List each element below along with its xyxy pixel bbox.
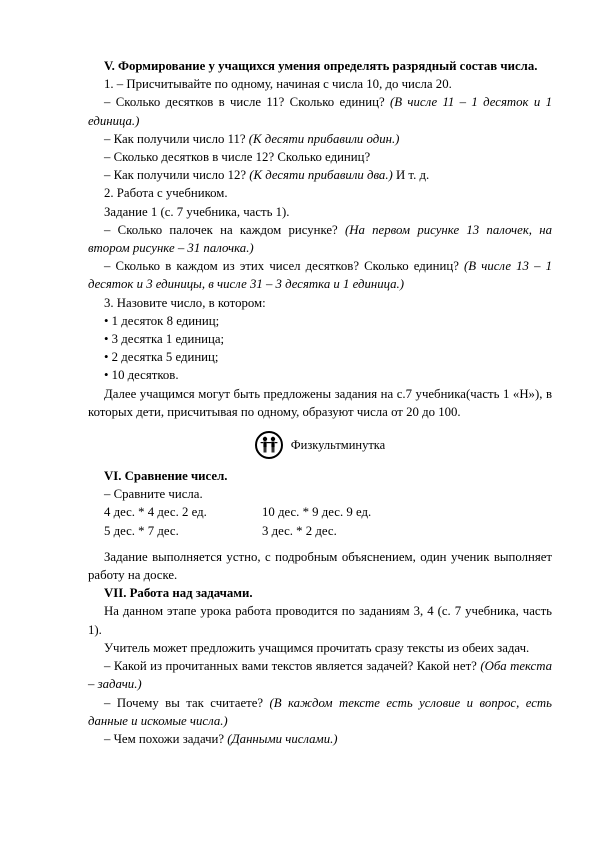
paragraph: – Какой из прочитанных вами текстов является задачей? Какой нет? (Оба текста – задачи.)	[88, 659, 552, 692]
comparison-row	[88, 503, 552, 521]
paragraph: Далее учащимся могут быть предложены задания на с.7 учебника(часть 1 «Н»), в которых дети, присчитывая по одному, образуют числа от 20 до 100.	[88, 386, 552, 419]
paragraph: – Сравните числа.	[104, 487, 203, 502]
physminute-block	[88, 427, 552, 463]
paragraph: Учитель может предложить учащимся прочитать сразу тексты из обеих задач.	[104, 640, 530, 655]
list-item: • 2 десятка 5 единиц;	[104, 350, 219, 365]
section-5-heading: V. Формирование у учащихся умения определять разрядный состав числа.	[104, 59, 538, 73]
comparison-item: 5 дес. * 7 дес.	[104, 523, 179, 538]
paragraph: – Сколько десятков в числе 12? Сколько единиц?	[104, 150, 371, 165]
paragraph: – Сколько в каждом из этих чисел десятков? Сколько единиц? (В числе 13 – 1 десяток и 3 единицы, в числе 31 – 3 десятка и 1 единица.)	[88, 259, 553, 292]
paragraph: – Почему вы так считаете? (В каждом тексте есть условие и вопрос, есть данные и искомые числа.)	[88, 695, 552, 728]
list-item: • 10 десятков.	[104, 368, 179, 383]
section-7-heading: VII. Работа над задачами.	[104, 586, 253, 601]
physminute-label: Физкультминутка	[290, 437, 386, 452]
paragraph: – Сколько палочек на каждом рисунке? (На первом рисунке 13 палочек, на втором рисунке – 31 палочка.)	[88, 222, 553, 256]
paragraph: На данном этапе урока работа проводится по заданиям 3, 4 (с. 7 учебника, часть 1).	[88, 604, 552, 637]
comparison-item: 3 дес. * 2 дес.	[262, 523, 337, 538]
comparison-item: 4 дес. * 4 дес. 2 ед.	[104, 505, 207, 520]
list-item: • 3 десятка 1 единица;	[104, 332, 225, 347]
paragraph: Задание выполняется устно, с подробным объяснением, один ученик выполняет работу на доске.	[88, 549, 552, 583]
comparison-row	[88, 522, 552, 540]
paragraph: – Чем похожи задачи? (Данными числами.)	[104, 731, 338, 746]
people-icon	[255, 431, 283, 459]
paragraph: – Как получили число 12? (К десяти прибавили два.) И т. д.	[104, 168, 430, 183]
comparison-item: 10 дес. * 9 дес. 9 ед.	[262, 505, 372, 520]
page-content	[88, 57, 552, 748]
paragraph: Задание 1 (с. 7 учебника, часть 1).	[104, 204, 290, 219]
paragraph: 2. Работа с учебником.	[104, 186, 228, 201]
paragraph: 1. – Присчитывайте по одному, начиная с числа 10, до числа 20.	[104, 77, 452, 92]
paragraph: 3. Назовите число, в котором:	[104, 295, 266, 310]
paragraph: – Как получили число 11? (К десяти прибавили один.)	[104, 131, 400, 146]
paragraph: – Сколько десятков в числе 11? Сколько единиц? (В числе 11 – 1 десяток и 1 единица.)	[88, 95, 552, 128]
section-6-heading: VI. Сравнение чисел.	[104, 469, 228, 484]
list-item: • 1 десяток 8 единиц;	[104, 313, 220, 328]
